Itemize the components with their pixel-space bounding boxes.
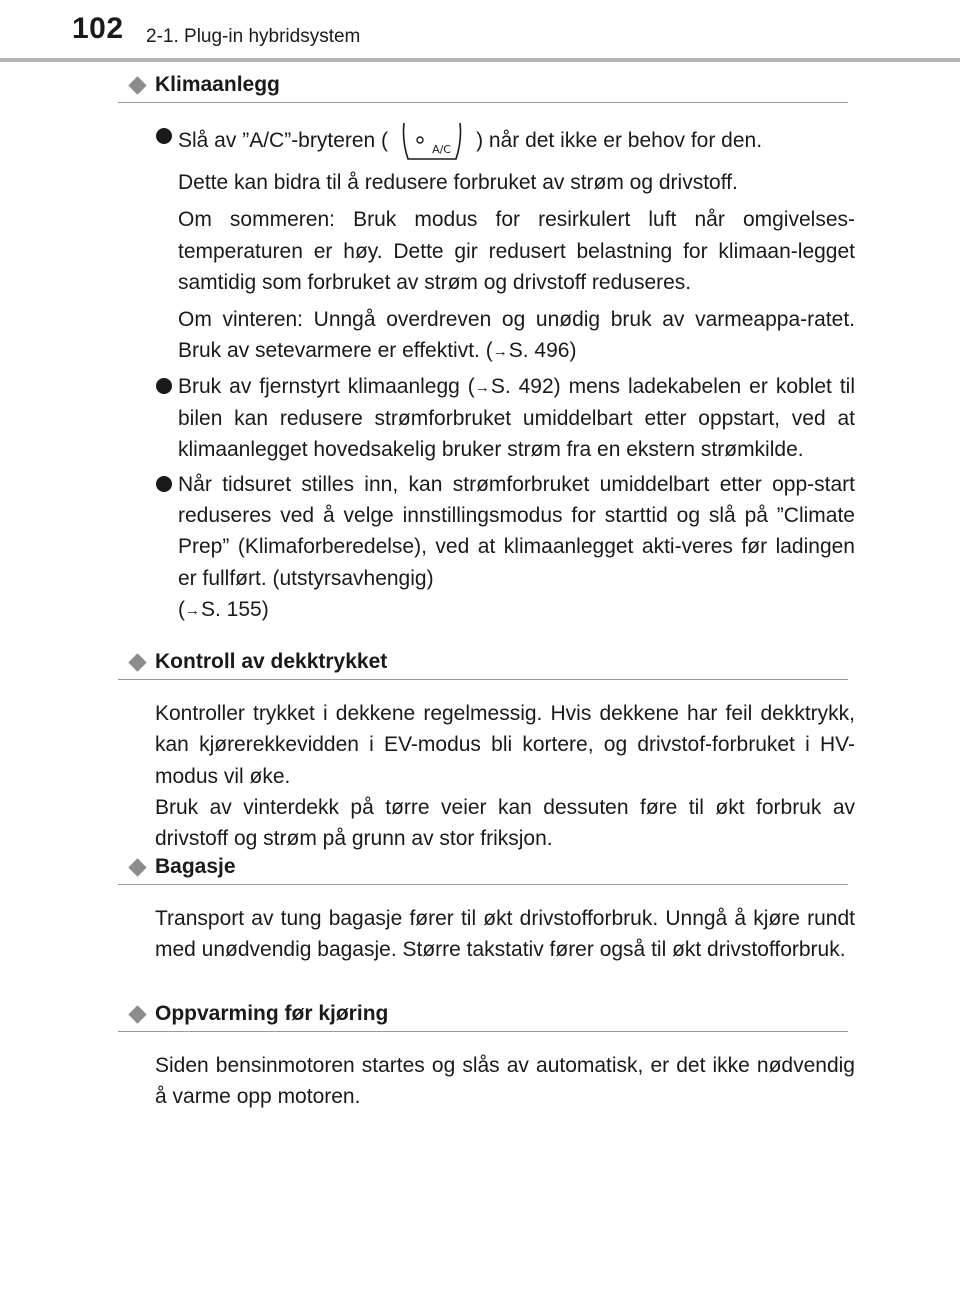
section-title: Bagasje: [155, 855, 236, 878]
page-number: 102: [72, 12, 124, 45]
section-klimaanlegg: [118, 68, 855, 626]
bullet-item: [118, 121, 855, 368]
paragraph: Slå av ”A/C”-bryteren ( A/C ) når det ikke er behov for den.: [178, 121, 855, 161]
page-reference-link[interactable]: S. 496: [508, 339, 570, 363]
section-title: Oppvarming før kjøring: [155, 1002, 389, 1025]
paragraph: Dette kan bidra til å redusere forbruket av strøm og drivstoff.: [178, 171, 738, 194]
paragraph: Kontroller trykket i dekkene regelmessig. Hvis dekkene har feil dekktrykk, kan kjørerekkevidden i EV-modus bli kortere, og drivstof-forbruket i HV-modus vil øke.: [155, 702, 855, 788]
paragraph: Bruk av fjernstyrt klimaanlegg (→S. 492) mens ladekabelen er koblet til bilen kan redusere strømforbruket umiddelbart etter oppstart, ved at klimaanlegget hovedsakelig bruker strøm fra en ekstern strømkilde.: [178, 371, 855, 466]
reference-arrow-icon: →: [474, 378, 490, 396]
section-body: [155, 1050, 855, 1113]
section-title: Klimaanlegg: [155, 73, 280, 96]
paragraph: Om vinteren: Unngå overdreven og unødig bruk av varmeappa-ratet. Bruk av setevarmere er effektivt. (→S. 496): [178, 304, 855, 368]
section-oppvarming: [118, 997, 855, 1113]
diamond-bullet-icon: [129, 77, 146, 94]
section-heading: [118, 645, 848, 680]
chapter-title: 2-1. Plug-in hybridsystem: [146, 26, 361, 47]
section-title: Kontroll av dekktrykket: [155, 650, 388, 673]
section-heading: [118, 68, 848, 103]
section-heading: [118, 997, 848, 1032]
round-bullet-icon: [156, 476, 172, 492]
header-rule: [0, 58, 960, 62]
paragraph: Om sommeren: Bruk modus for resirkulert luft når omgivelses-temperaturen er høy. Dette gir redusert belastning for klimaan-legget samtidig som forbruket av strøm og drivstoff reduseres.: [178, 208, 855, 294]
section-dekktrykk: [118, 645, 855, 854]
reference-arrow-icon: →: [492, 343, 508, 361]
page-header: [0, 0, 960, 62]
page-reference-link[interactable]: S. 492: [490, 374, 554, 398]
paragraph: Siden bensinmotoren startes og slås av automatisk, er det ikke nødvendig å varme opp motoren.: [155, 1054, 855, 1109]
paragraph: (→S. 155): [178, 594, 855, 626]
paragraph: Når tidsuret stilles inn, kan strømforbruket umiddelbart etter opp-start reduseres ved å velge innstillingsmodus for starttid og slå på ”Climate Prep” (Klimaforberedelse), ved at klimaanlegget akti-veres før ladingen er fullført. (utstyrsavhengig): [178, 472, 855, 590]
ac-switch-icon: A/C: [400, 121, 464, 161]
section-body: [155, 698, 855, 854]
bullet-item: [118, 371, 855, 466]
round-bullet-icon: [156, 128, 172, 144]
bullet-item: [118, 469, 855, 626]
diamond-bullet-icon: [129, 654, 146, 671]
diamond-bullet-icon: [129, 859, 146, 876]
paragraph: Bruk av vinterdekk på tørre veier kan dessuten føre til økt forbruk av drivstoff og strøm på grunn av stor friksjon.: [155, 795, 855, 851]
section-body: [155, 903, 855, 966]
section-heading: [118, 850, 848, 885]
section-bagasje: [118, 850, 855, 966]
reference-arrow-icon: →: [185, 601, 200, 619]
page-reference-link[interactable]: S. 155: [201, 597, 262, 621]
paragraph: Transport av tung bagasje fører til økt drivstofforbruk. Unngå å kjøre rundt med unødvendig bagasje. Større takstativ fører også til økt drivstofforbruk.: [155, 907, 855, 962]
round-bullet-icon: [156, 378, 172, 394]
diamond-bullet-icon: [129, 1006, 146, 1023]
